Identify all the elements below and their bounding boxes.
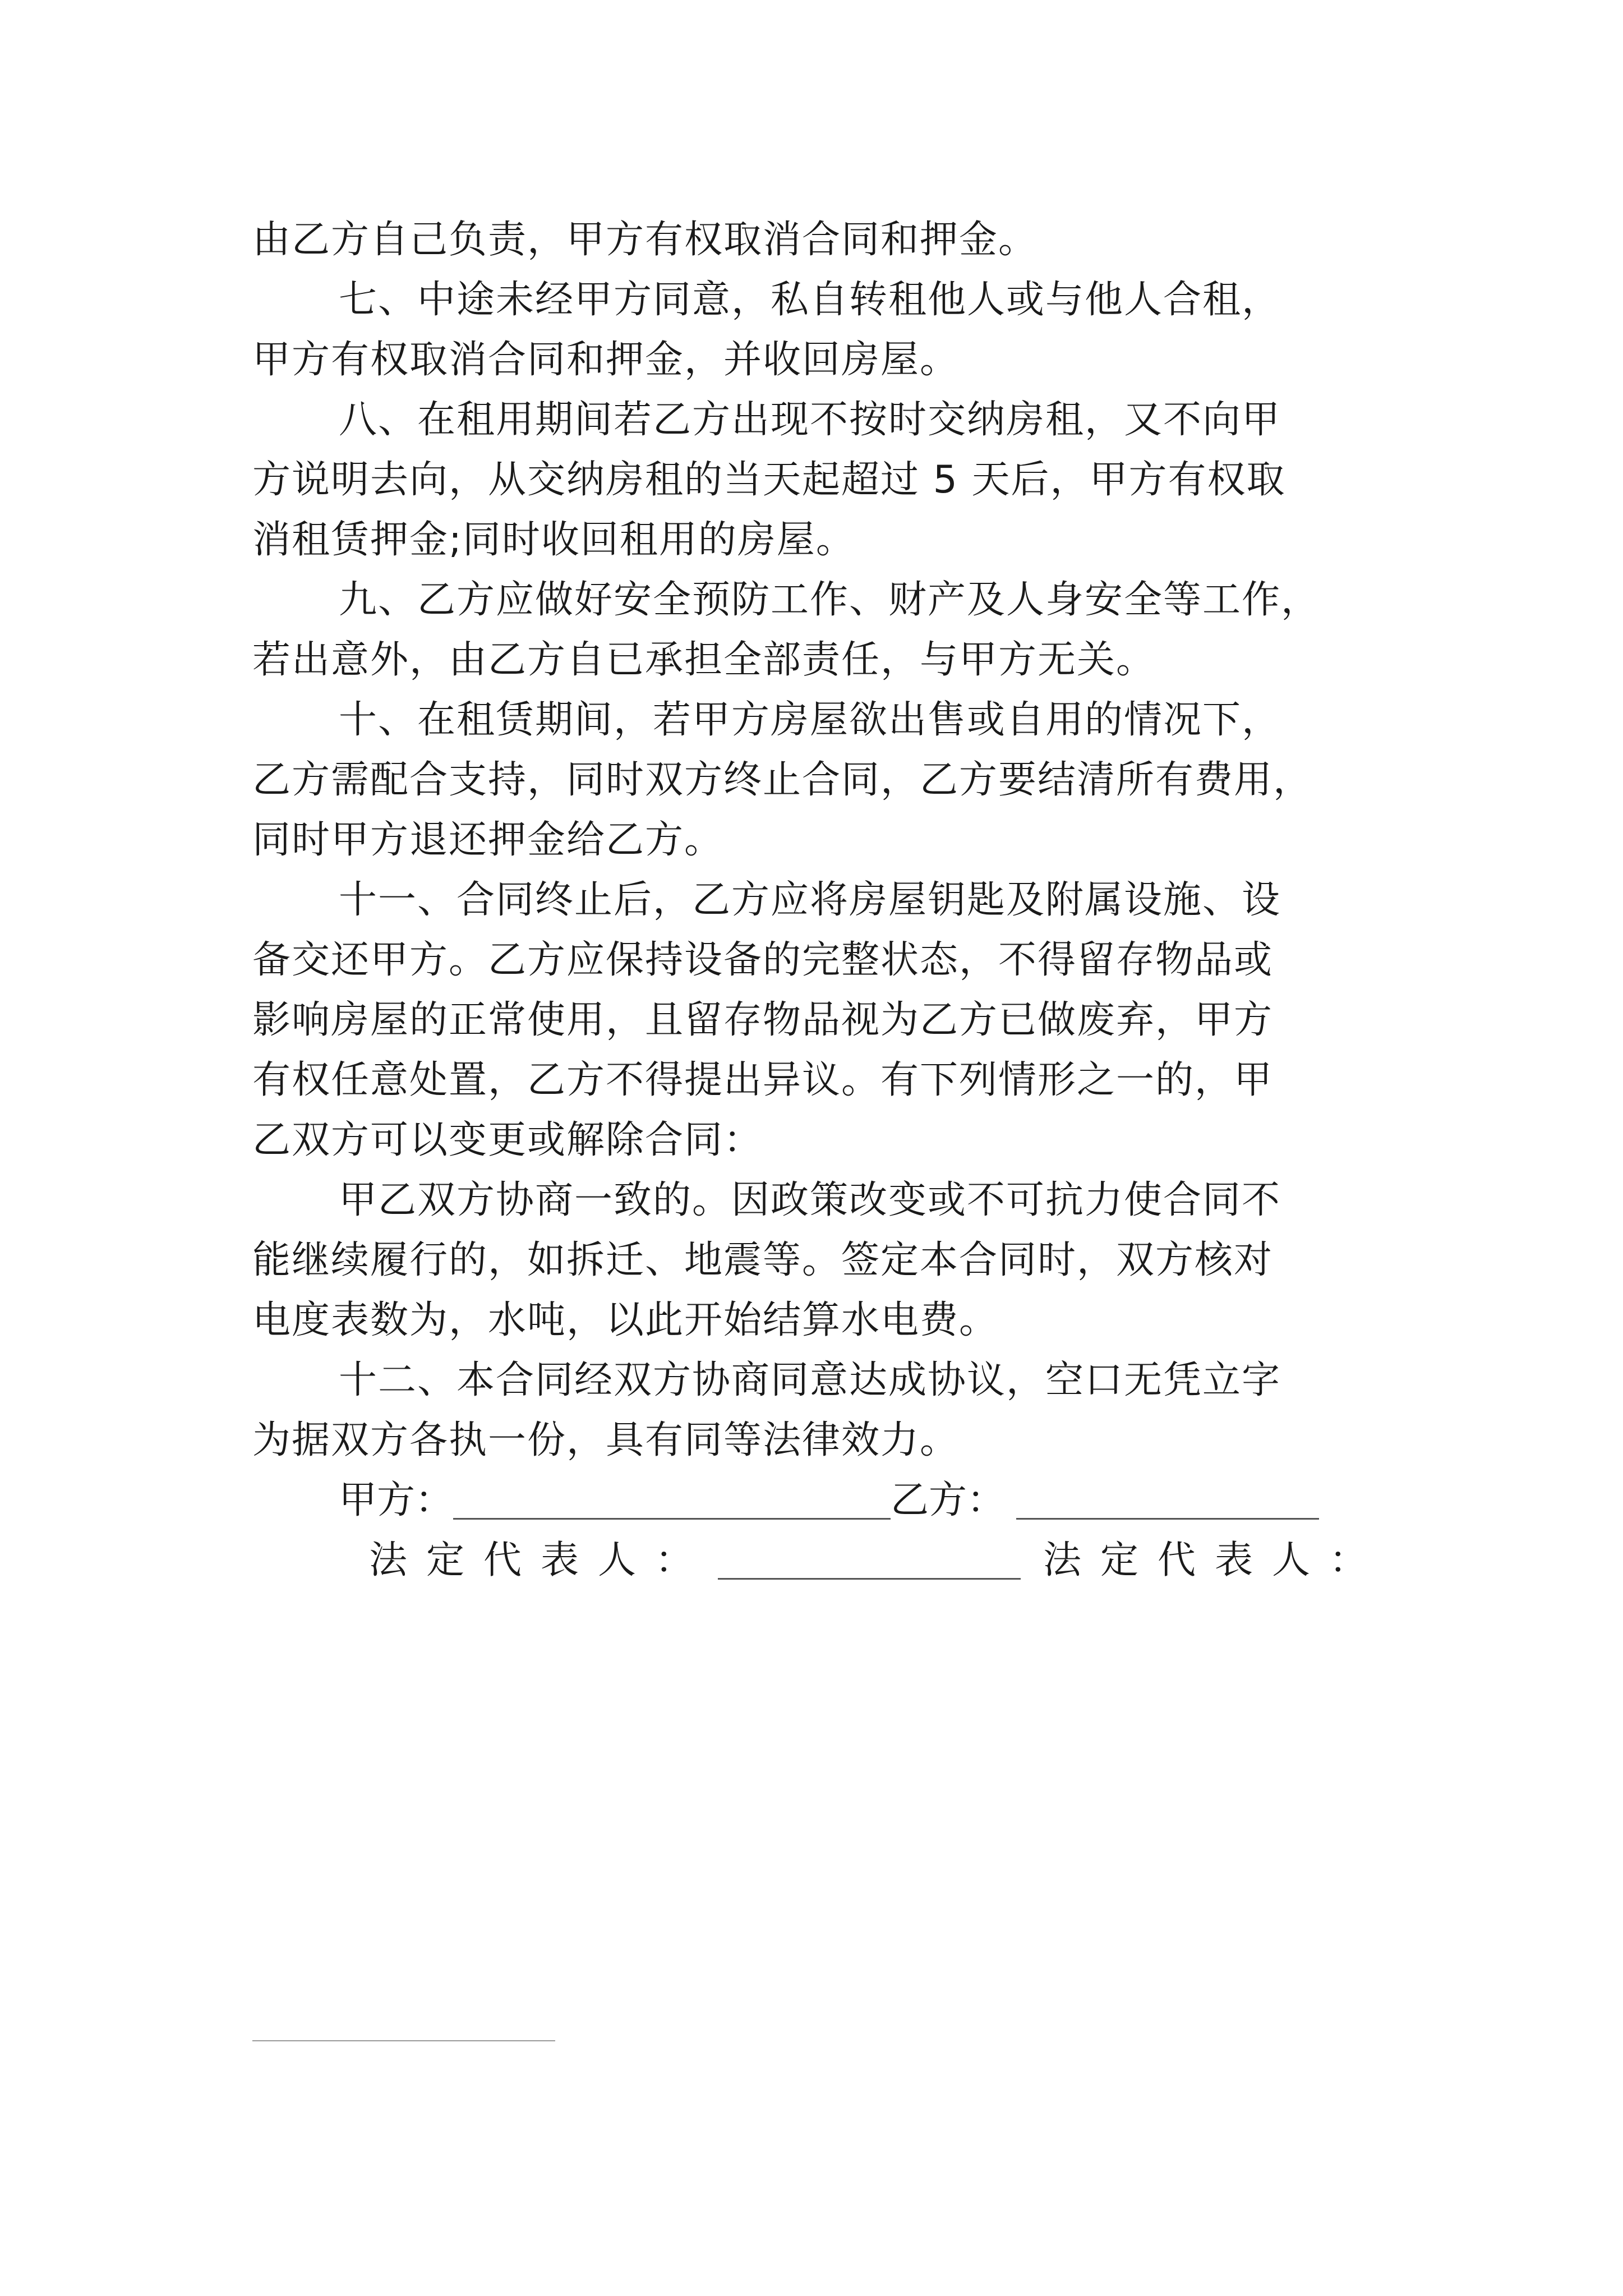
text-line: 甲方有权取消合同和押金，并收回房屋。	[252, 338, 960, 382]
signature-row-representatives	[252, 1530, 1402, 1590]
text-line: 电度表数为，水吨，以此开始结算水电费。	[252, 1298, 999, 1342]
text-line: 能继续履行的，如拆迁、地震等。签定本合同时，双方核对	[252, 1238, 1274, 1282]
signature-row-parties	[252, 1470, 1402, 1530]
text-line: 七、中途未经甲方同意，私自转租他人或与他人合租，	[339, 278, 1281, 322]
text-line: 甲乙双方协商一致的。因政策改变或不可抗力使合同不	[339, 1178, 1281, 1222]
party-a-signature-blank[interactable]	[453, 1479, 891, 1520]
text-line: 乙方需配合支持，同时双方终止合同，乙方要结清所有费用，	[252, 758, 1313, 802]
text-line: 十、在租赁期间，若甲方房屋欲出售或自用的情况下，	[339, 698, 1281, 742]
text-line: 为据双方各执一份，具有同等法律效力。	[252, 1418, 960, 1462]
text-line: 影响房屋的正常使用，且留存物品视为乙方已做废弃，甲方	[252, 998, 1274, 1042]
party-b-label: 乙方：	[891, 1478, 1006, 1522]
rep-b-label: 法定代表人：	[1043, 1538, 1387, 1582]
contract-body	[252, 210, 1402, 1590]
text-line: 九、乙方应做好安全预防工作、财产及人身安全等工作，	[339, 578, 1321, 622]
text-line: 方说明去向，从交纳房租的当天起超过 5 天后，甲方有权取	[252, 458, 1286, 502]
party-b-signature-blank[interactable]	[1016, 1479, 1319, 1520]
text-line: 十二、本合同经双方协商同意达成协议，空口无凭立字	[339, 1358, 1281, 1402]
text-line: 消租赁押金;同时收回租用的房屋。	[252, 518, 855, 562]
rep-a-signature-blank[interactable]	[718, 1539, 1021, 1580]
text-line: 若出意外，由乙方自已承担全部责任，与甲方无关。	[252, 638, 1156, 682]
party-a-label: 甲方：	[339, 1478, 454, 1522]
text-line: 十一、合同终止后，乙方应将房屋钥匙及附属设施、设	[339, 878, 1281, 922]
text-line: 由乙方自己负责，甲方有权取消合同和押金。	[252, 218, 1038, 262]
text-line: 同时甲方退还押金给乙方。	[252, 818, 724, 862]
rep-a-label: 法定代表人：	[369, 1538, 713, 1582]
text-line: 乙双方可以变更或解除合同：	[252, 1118, 763, 1162]
rep-b-signature-blank[interactable]	[252, 2040, 555, 2041]
text-line: 备交还甲方。乙方应保持设备的完整状态，不得留存物品或	[252, 938, 1274, 982]
text-line: 有权任意处置，乙方不得提出异议。有下列情形之一的，甲	[252, 1058, 1274, 1102]
text-line: 八、在租用期间若乙方出现不按时交纳房租，又不向甲	[339, 398, 1281, 442]
